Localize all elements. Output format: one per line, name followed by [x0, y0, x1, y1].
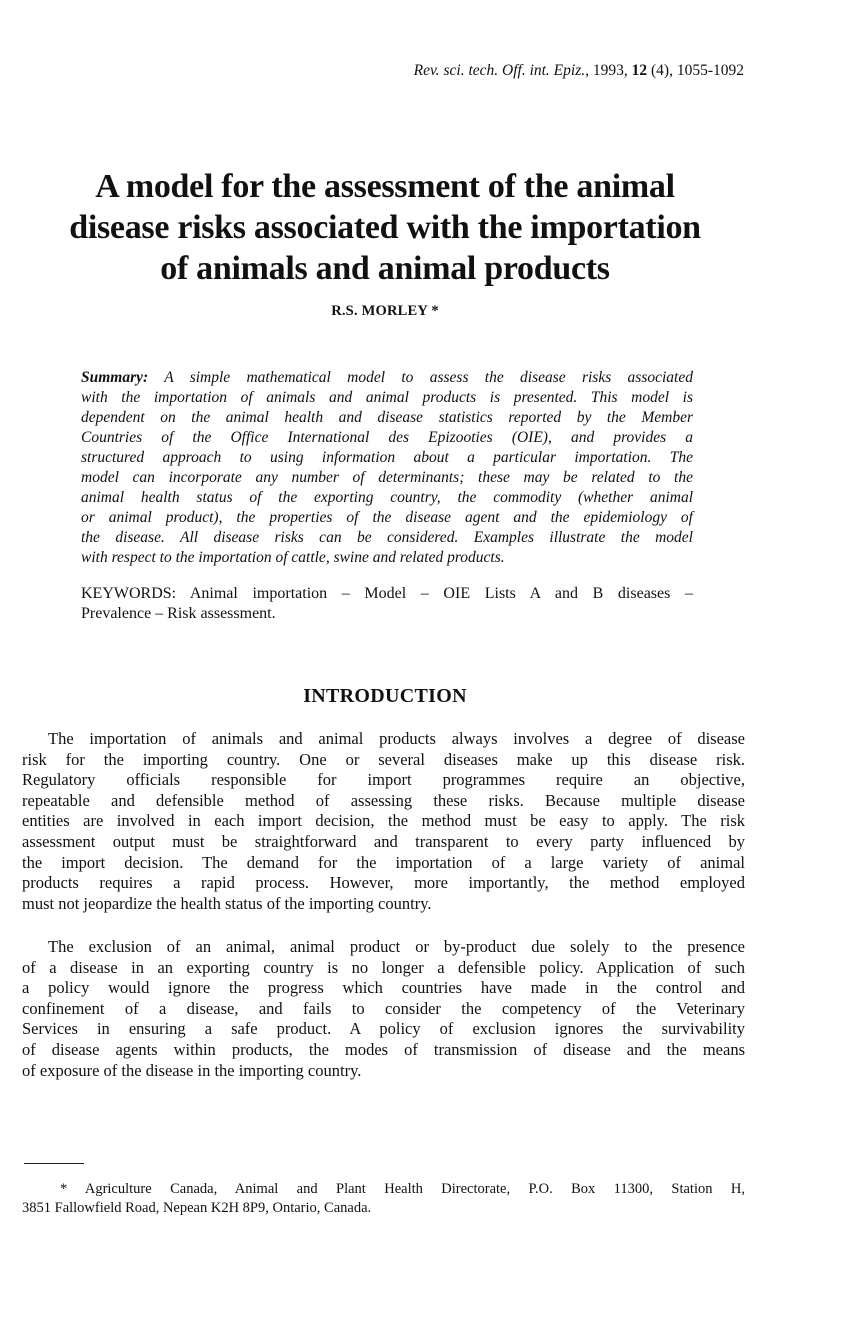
keywords-block — [81, 584, 693, 624]
paragraph-line: the import decision. The demand for the importation of a large variety of animal — [22, 852, 745, 872]
paragraph-line: entities are involved in each import decision, the method must be easy to apply. The risk — [22, 811, 745, 831]
title-line: of animals and animal products — [160, 250, 610, 287]
body-paragraph — [22, 937, 745, 1081]
paragraph-line: assessment output must be straightforward and transparent to every party influenced by — [22, 831, 745, 851]
section-heading: INTRODUCTION — [303, 684, 467, 707]
paragraph-line: Regulatory officials responsible for import programmes require an objective, — [22, 770, 745, 790]
paragraph-line: must not jeopardize the health status of the importing country. — [22, 893, 432, 913]
summary-label: Summary: — [81, 369, 149, 386]
summary-line: with the importation of animals and animal products is presented. This model is — [81, 389, 693, 406]
paragraph-line: products requires a rapid process. However, more importantly, the method employed — [22, 873, 745, 893]
summary-line: dependent on the animal health and disease statistics reported by the Member — [81, 409, 693, 426]
paragraph-line: confinement of a disease, and fails to consider the competency of the Veterinary — [22, 998, 745, 1018]
paragraph-line: The importation of animals and animal products always involves a degree of disease — [48, 729, 745, 748]
summary-line: model can incorporate any number of determinants; these may be related to the — [81, 469, 693, 486]
paragraph-line: risk for the importing country. One or several diseases make up this disease risk. — [22, 749, 745, 769]
summary-text: A simple mathematical model to assess the disease risks associated — [148, 369, 693, 386]
summary-line: animal health status of the exporting country, the commodity (whether animal — [81, 489, 693, 506]
journal-citation — [414, 62, 744, 80]
summary-line: the disease. All disease risks can be considered. Examples illustrate the model — [81, 529, 693, 546]
article-title — [20, 166, 750, 289]
summary-line: structured approach to using information about a particular importation. The — [81, 449, 693, 466]
summary-line: with respect to the importation of cattle, swine and related products. — [81, 549, 505, 566]
citation-volume: 12 — [631, 62, 648, 79]
paragraph-line: The exclusion of an animal, animal product or by-product due solely to the presence — [48, 937, 745, 956]
summary-line: Countries of the Office International des Epizooties (OIE), and provides a — [81, 429, 693, 446]
summary-block — [81, 368, 693, 568]
paragraph-line: a policy would ignore the progress which countries have made in the control and — [22, 978, 745, 998]
keywords-line: Prevalence – Risk assessment. — [81, 605, 276, 622]
paragraph-line: of a disease in an exporting country is no longer a defensible policy. Application of such — [22, 957, 745, 977]
paragraph-line: repeatable and defensible method of assessing these risks. Because multiple disease — [22, 790, 745, 810]
footnote-divider — [24, 1163, 84, 1164]
paragraph-line: Services in ensuring a safe product. A policy of exclusion ignores the survivability — [22, 1019, 745, 1039]
paragraph-line: of exposure of the disease in the importing country. — [22, 1060, 362, 1080]
title-line: disease risks associated with the importation — [69, 209, 701, 246]
summary-line — [81, 368, 693, 388]
footnote-line: * Agriculture Canada, Animal and Plant Health Directorate, P.O. Box 11300, Station H, — [60, 1181, 745, 1197]
footnote — [22, 1180, 745, 1218]
title-line: A model for the assessment of the animal — [95, 168, 675, 205]
keywords-line: KEYWORDS: Animal importation – Model – OIE Lists A and B diseases – — [81, 585, 693, 602]
body-paragraph — [22, 729, 745, 914]
citation-issue-pages: (4), 1055-1092 — [647, 62, 744, 79]
author-name: R.S. MORLEY * — [331, 303, 439, 319]
summary-line: or animal product), the properties of the disease agent and the epidemiology of — [81, 509, 693, 526]
footnote-line: 3851 Fallowfield Road, Nepean K2H 8P9, Ontario, Canada. — [22, 1200, 372, 1216]
citation-journal: Rev. sci. tech. Off. int. Epiz. — [413, 62, 586, 79]
citation-year: , 1993, — [585, 62, 632, 79]
paragraph-line: of disease agents within products, the modes of transmission of disease and the means — [22, 1039, 745, 1059]
